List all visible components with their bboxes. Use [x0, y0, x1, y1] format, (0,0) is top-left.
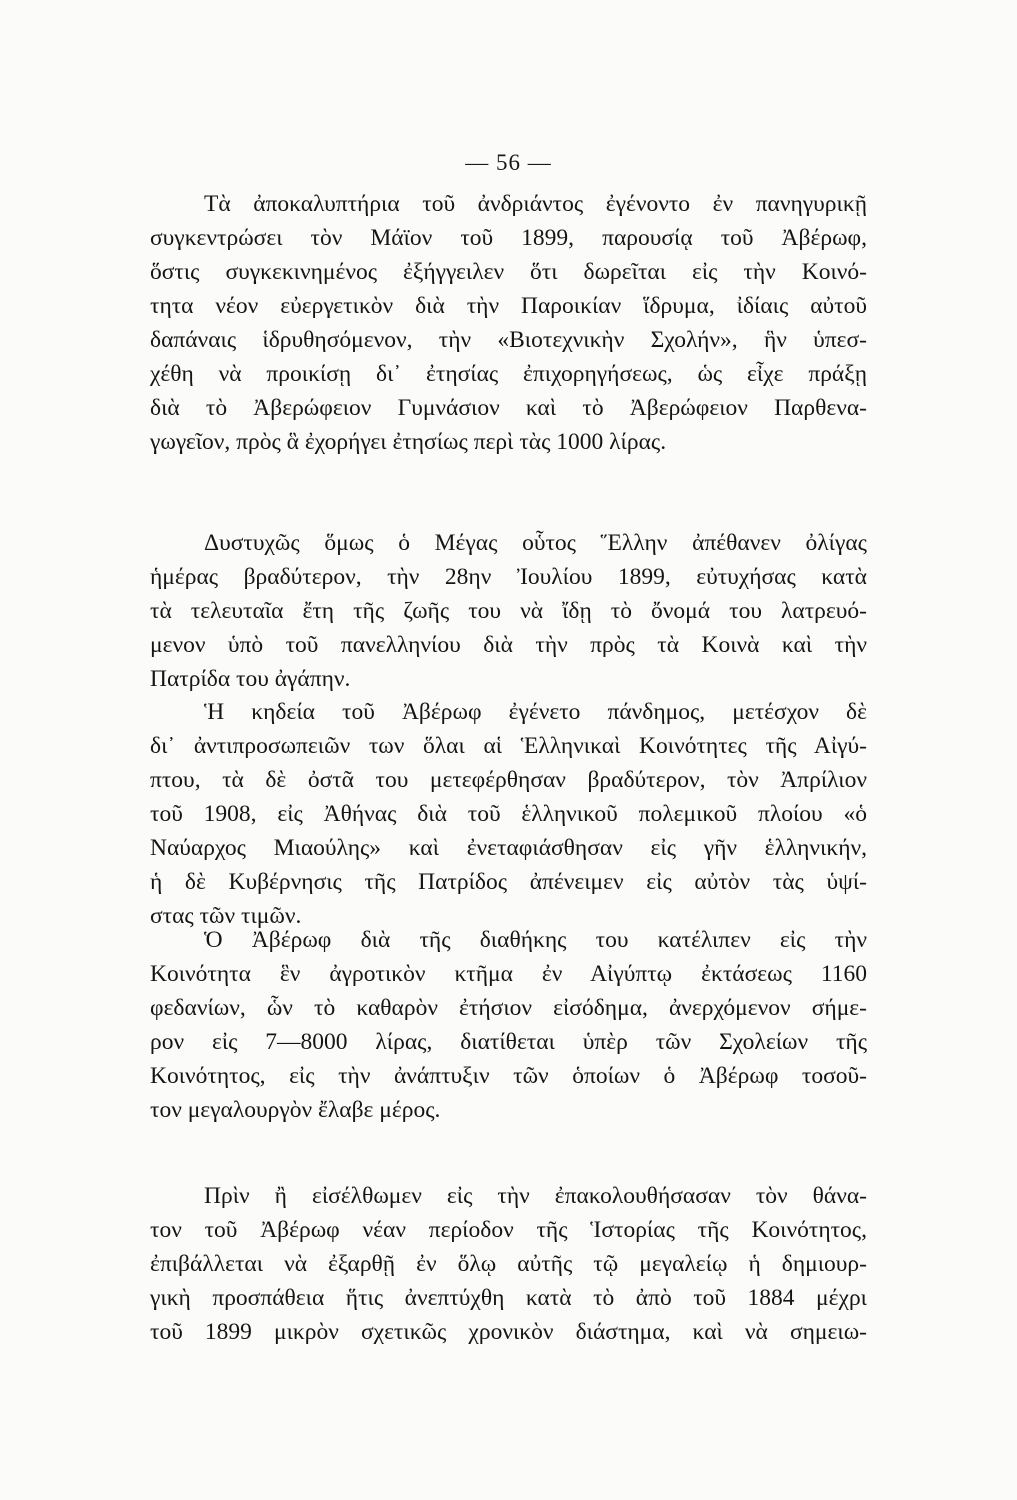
text-line: δαπάναις ἱδρυθησόμενον, τὴν «Βιοτεχνικὴν Σχολήν», ἣν ὑπεσ- [150, 327, 867, 353]
text-line: ἡ δὲ Κυβέρνησις τῆς Πατρίδος ἀπένειμεν εἰς αὐτὸν τὰς ὑψί- [150, 869, 867, 895]
paragraph-unveiling [150, 187, 867, 459]
text-line: γωγεῖον, πρὸς ἃ ἐχορήγει ἐτησίως περὶ τὰς 1000 λίρας. [150, 429, 667, 455]
text-line: συγκεντρώσει τὸν Μάϊον τοῦ 1899, παρουσίᾳ τοῦ Ἀβέρωφ, [150, 225, 867, 251]
text-line: μενον ὑπὸ τοῦ πανελληνίου διὰ τὴν πρὸς τὰ Κοινὰ καὶ τὴν [150, 632, 867, 658]
text-line: διὰ τὸ Ἀβερώφειον Γυμνάσιον καὶ τὸ Ἀβερώφειον Παρθενα- [150, 395, 867, 421]
text-line: στας τῶν τιμῶν. [150, 903, 302, 929]
text-line: Ὁ Ἀβέρωφ διὰ τῆς διαθήκης του κατέλιπεν εἰς τὴν [204, 927, 867, 953]
text-line: τοῦ 1899 μικρὸν σχετικῶς χρονικὸν διάστημα, καὶ νὰ σημειω- [150, 1319, 867, 1345]
text-line: Ἡ κηδεία τοῦ Ἀβέρωφ ἐγένετο πάνδημος, μετέσχον δὲ [204, 699, 867, 725]
text-line: Δυστυχῶς ὅμως ὁ Μέγας οὗτος Ἕλλην ἀπέθανεν ὀλίγας [204, 530, 867, 556]
text-line: τὰ τελευταῖα ἔτη τῆς ζωῆς του νὰ ἴδῃ τὸ ὄνομά του λατρευό- [150, 598, 867, 624]
text-line: γικὴ προσπάθεια ἥτις ἀνεπτύχθη κατὰ τὸ ἀπὸ τοῦ 1884 μέχρι [150, 1285, 867, 1311]
text-line: ὅστις συγκεκινημένος ἐξήγγειλεν ὅτι δωρεῖται εἰς τὴν Κοινό- [150, 259, 867, 285]
text-line: τον τοῦ Ἀβέρωφ νέαν περίοδον τῆς Ἱστορίας τῆς Κοινότητος, [150, 1217, 867, 1243]
text-line: Πατρίδα του ἀγάπην. [150, 666, 351, 692]
text-line: ρον εἰς 7—8000 λίρας, διατίθεται ὑπὲρ τῶν Σχολείων τῆς [150, 1029, 867, 1055]
text-line: Κοινότητα ἓν ἀγροτικὸν κτῆμα ἐν Αἰγύπτῳ ἐκτάσεως 1160 [150, 961, 867, 987]
text-line: δι᾽ ἀντιπροσωπειῶν των ὅλαι αἱ Ἑλληνικαὶ Κοινότητες τῆς Αἰγύ- [150, 733, 867, 759]
text-line: Κοινότητος, εἰς τὴν ἀνάπτυξιν τῶν ὁποίων ὁ Ἀβέρωφ τοσοῦ- [150, 1063, 867, 1089]
text-line: φεδανίων, ὧν τὸ καθαρὸν ἐτήσιον εἰσόδημα, ἀνερχόμενον σήμε- [150, 995, 867, 1021]
page-number: — 56 — [465, 150, 552, 175]
text-line: Πρὶν ἢ εἰσέλθωμεν εἰς τὴν ἐπακολουθήσασαν τὸν θάνα- [204, 1183, 867, 1209]
text-line: ἐπιβάλλεται νὰ ἐξαρθῇ ἐν ὅλῳ αὐτῆς τῷ μεγαλείῳ ἡ δημιουρ- [150, 1251, 867, 1277]
text-line: τητα νέον εὐεργετικὸν διὰ τὴν Παροικίαν ἵδρυμα, ἰδίαις αὐτοῦ [150, 293, 867, 319]
text-line: Ναύαρχος Μιαούλης» καὶ ἐνεταφιάσθησαν εἰς γῆν ἑλληνικήν, [150, 835, 867, 861]
paragraph-bequest [150, 923, 867, 1127]
text-line: τοῦ 1908, εἰς Ἀθήνας διὰ τοῦ ἑλληνικοῦ πολεμικοῦ πλοίου «ὁ [150, 801, 867, 827]
text-line: τον μεγαλουργὸν ἔλαβε μέρος. [150, 1097, 441, 1123]
text-line: χέθη νὰ προικίσῃ δι᾽ ἐτησίας ἐπιχορηγήσεως, ὡς εἶχε πράξῃ [150, 361, 867, 387]
text-line: Τὰ ἀποκαλυπτήρια τοῦ ἀνδριάντος ἐγένοντο ἐν πανηγυρικῇ [204, 191, 867, 217]
paragraph-transition [150, 1179, 867, 1349]
paragraph-death [150, 526, 867, 696]
text-line: πτου, τὰ δὲ ὀστᾶ του μετεφέρθησαν βραδύτερον, τὸν Ἀπρίλιον [150, 767, 867, 793]
text-line: ἡμέρας βραδύτερον, τὴν 28ην Ἰουλίου 1899, εὐτυχήσας κατὰ [150, 564, 867, 590]
paragraph-funeral [150, 695, 867, 933]
